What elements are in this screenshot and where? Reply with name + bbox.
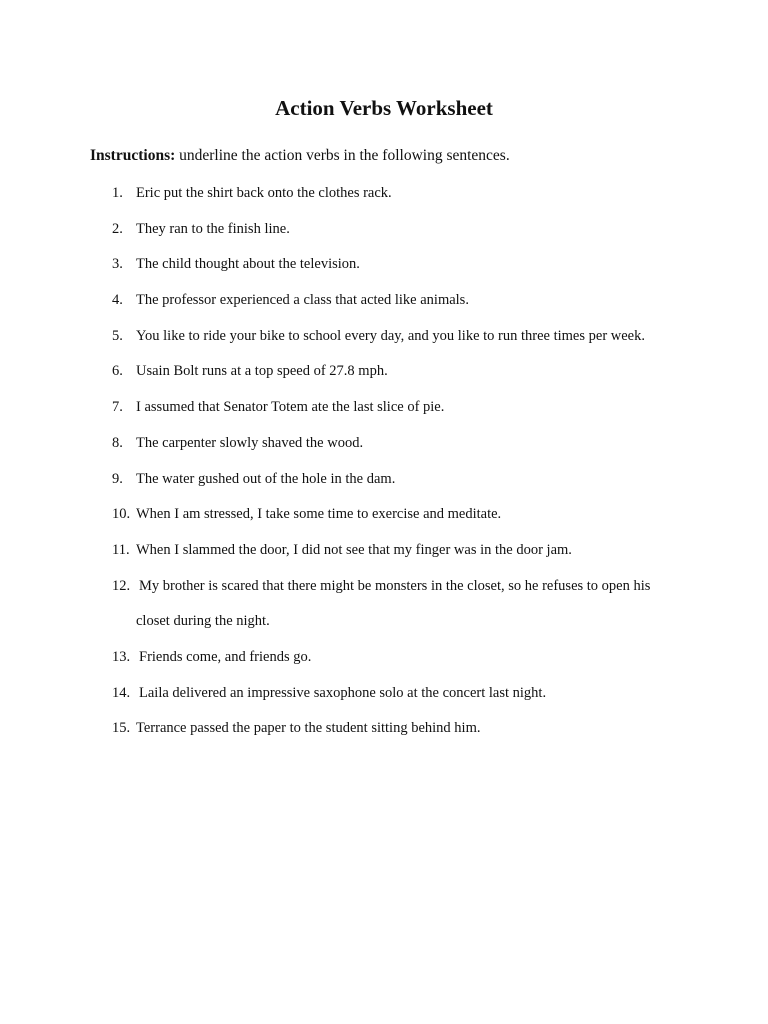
- list-item: [112, 397, 712, 433]
- item-number: 7.: [112, 399, 123, 416]
- item-number: 1.: [112, 185, 123, 201]
- item-number: 6.: [112, 363, 123, 380]
- item-text: Eric put the shirt back onto the clothes rack.: [136, 185, 392, 201]
- list-item: [112, 504, 712, 540]
- item-text: The child thought about the television.: [136, 256, 360, 273]
- item-text: Friends come, and friends go.: [139, 648, 312, 665]
- item-text: I assumed that Senator Totem ate the last slice of pie.: [136, 399, 445, 416]
- instructions-text: underline the action verbs in the following sentences.: [175, 147, 510, 164]
- page-title: Action Verbs Worksheet: [275, 96, 493, 120]
- list-item: [112, 433, 712, 469]
- item-number: 11.: [112, 541, 130, 558]
- list-item: [112, 361, 712, 397]
- list-item: [112, 576, 712, 647]
- list-item: [112, 540, 712, 576]
- list-item: [112, 290, 712, 326]
- item-text: Laila delivered an impressive saxophone solo at the concert last night.: [139, 684, 547, 701]
- sentence-list: [112, 183, 712, 754]
- item-number: 15.: [112, 720, 131, 737]
- instructions-label: Instructions:: [90, 147, 176, 164]
- list-item: [112, 219, 712, 255]
- item-number: 10.: [112, 506, 131, 523]
- item-text: The water gushed out of the hole in the dam.: [136, 470, 396, 487]
- item-number: 3.: [112, 256, 123, 273]
- item-number: 9.: [112, 470, 123, 487]
- instructions: [90, 146, 510, 166]
- list-item: [112, 647, 712, 683]
- list-item: [112, 183, 712, 219]
- item-number: 2.: [112, 220, 123, 237]
- item-number: 14.: [112, 684, 131, 701]
- item-text: Usain Bolt runs at a top speed of 27.8 mph.: [136, 363, 388, 380]
- item-text: Terrance passed the paper to the student sitting behind him.: [136, 720, 481, 737]
- list-item: [112, 718, 712, 754]
- item-number: 13.: [112, 648, 131, 665]
- list-item: [112, 683, 712, 719]
- item-text: When I slammed the door, I did not see that my finger was in the door jam.: [136, 541, 572, 558]
- list-item: [112, 254, 712, 290]
- item-text: When I am stressed, I take some time to exercise and meditate.: [136, 506, 502, 523]
- list-item: [112, 469, 712, 505]
- list-item: [112, 326, 712, 362]
- item-number: 8.: [112, 434, 123, 451]
- item-text: My brother is scared that there might be monsters in the closet, so he refuses to open his: [139, 577, 651, 594]
- item-number: 5.: [112, 327, 123, 344]
- item-text: They ran to the finish line.: [136, 220, 290, 237]
- item-number: 12.: [112, 577, 131, 594]
- item-text: The carpenter slowly shaved the wood.: [136, 434, 364, 451]
- item-text: You like to ride your bike to school every day, and you like to run three times per week.: [136, 327, 645, 344]
- item-text: The professor experienced a class that acted like animals.: [136, 292, 469, 309]
- item-text-continued: closet during the night.: [136, 613, 270, 630]
- item-number: 4.: [112, 292, 123, 309]
